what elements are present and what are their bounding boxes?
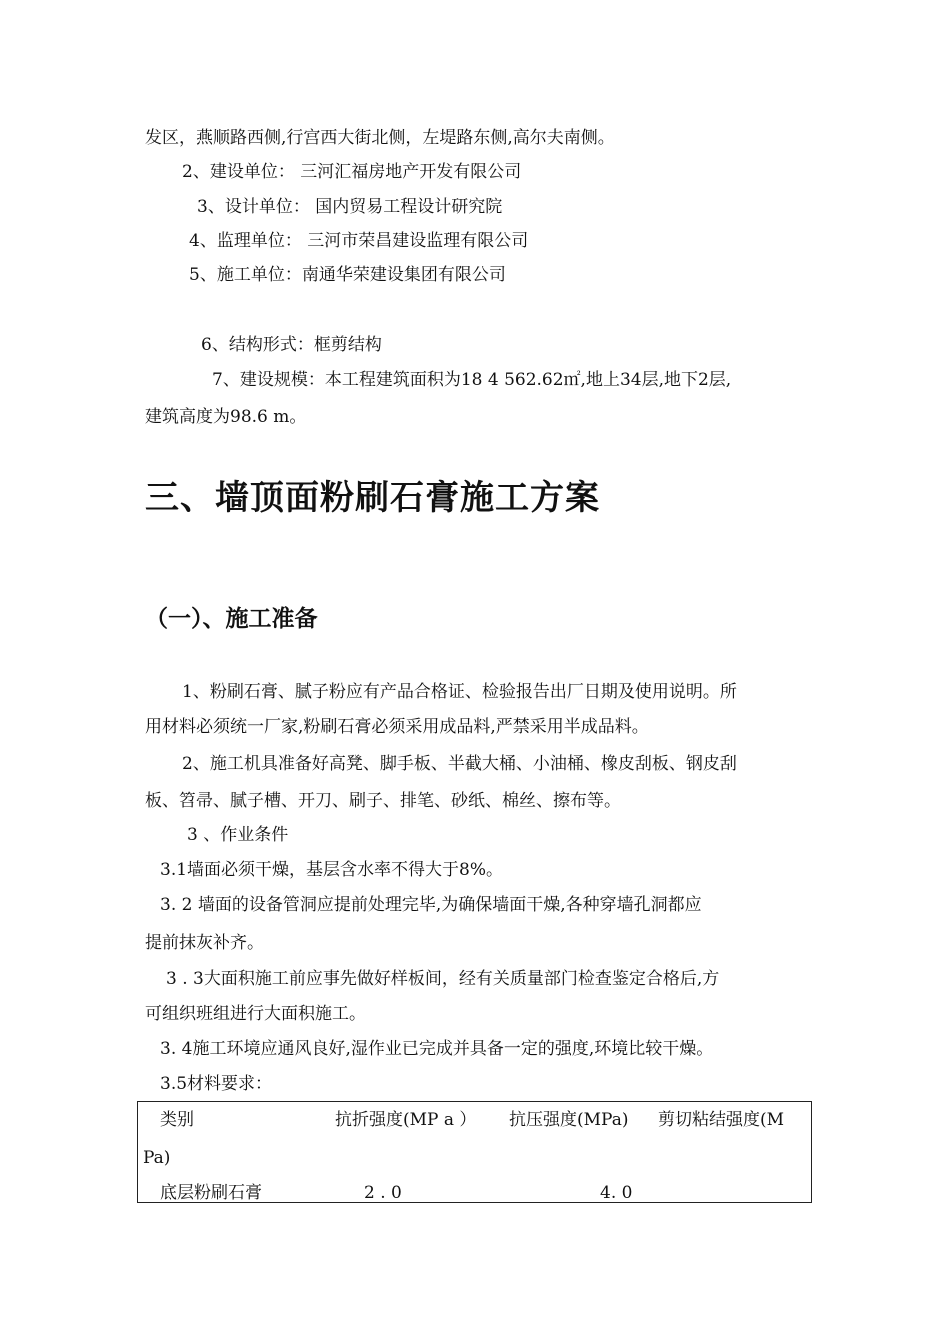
structure-line: 6、结构形式：框剪结构 — [201, 335, 382, 355]
prep-line-12: 3.5材料要求： — [160, 1074, 273, 1094]
table-header-shear-unit: Pa) — [143, 1148, 171, 1168]
prep-line-1: 1、粉刷石膏、腻子粉应有产品合格证、检验报告出厂日期及使用说明。所 — [182, 682, 737, 702]
table-header-compressive: 抗压强度(MPa) — [509, 1110, 629, 1130]
prep-line-8: 提前抹灰补齐。 — [145, 933, 264, 953]
table-header-shear: 剪切粘结强度(M — [658, 1110, 785, 1130]
table-header-category: 类别 — [160, 1110, 194, 1130]
prep-line-11: 3. 4施工环境应通风良好,湿作业已完成并具备一定的强度,环境比较干燥。 — [160, 1039, 714, 1059]
prep-line-10: 可组织班组进行大面积施工。 — [145, 1004, 366, 1024]
builder-line: 2、建设单位： 三河汇福房地产开发有限公司 — [182, 162, 522, 182]
subsection-title: （一）、施工准备 — [145, 606, 318, 632]
supervisor-line: 4、监理单位： 三河市荣昌建设监理有限公司 — [189, 231, 529, 251]
table-side-tick-right — [811, 1166, 812, 1176]
prep-line-6: 3.1墙面必须干燥，基层含水率不得大于8%。 — [160, 860, 504, 880]
table-row-compressive: 4. 0 — [600, 1183, 633, 1203]
height-line: 建筑高度为98.6 m。 — [145, 407, 307, 427]
scale-line: 7、建设规模：本工程建筑面积为18 4 562.62㎡,地上34层,地下2层, — [212, 370, 732, 390]
prep-line-4: 板、笤帚、腻子槽、开刀、刷子、排笔、砂纸、棉丝、擦布等。 — [145, 791, 621, 811]
section-title: 三、墙顶面粉刷石膏施工方案 — [145, 478, 600, 518]
prep-line-9: 3 . 3大面积施工前应事先做好样板间，经有关质量部门检查鉴定合格后,方 — [166, 969, 720, 989]
prep-line-5: 3 、作业条件 — [187, 825, 289, 845]
table-row-flexural: 2 . 0 — [364, 1183, 402, 1203]
prep-line-7: 3. 2 墙面的设备管洞应提前处理完毕,为确保墙面干燥,各种穿墙孔洞都应 — [160, 895, 702, 915]
table-side-tick-left — [137, 1166, 138, 1176]
table-row-name: 底层粉刷石膏 — [160, 1183, 262, 1203]
prep-line-2: 用材料必须统一厂家,粉刷石膏必须采用成品料,严禁采用半成品料。 — [145, 717, 649, 737]
contractor-line: 5、施工单位：南通华荣建设集团有限公司 — [189, 265, 506, 285]
project-location-line: 发区，燕顺路西侧,行宫西大街北侧，左堤路东侧,高尔夫南侧。 — [145, 128, 615, 148]
material-table — [137, 1101, 812, 1203]
table-header-flexural: 抗折强度(MP a ） — [335, 1110, 477, 1130]
designer-line: 3、设计单位： 国内贸易工程设计研究院 — [197, 197, 503, 217]
prep-line-3: 2、施工机具准备好高凳、脚手板、半截大桶、小油桶、橡皮刮板、钢皮刮 — [182, 754, 737, 774]
